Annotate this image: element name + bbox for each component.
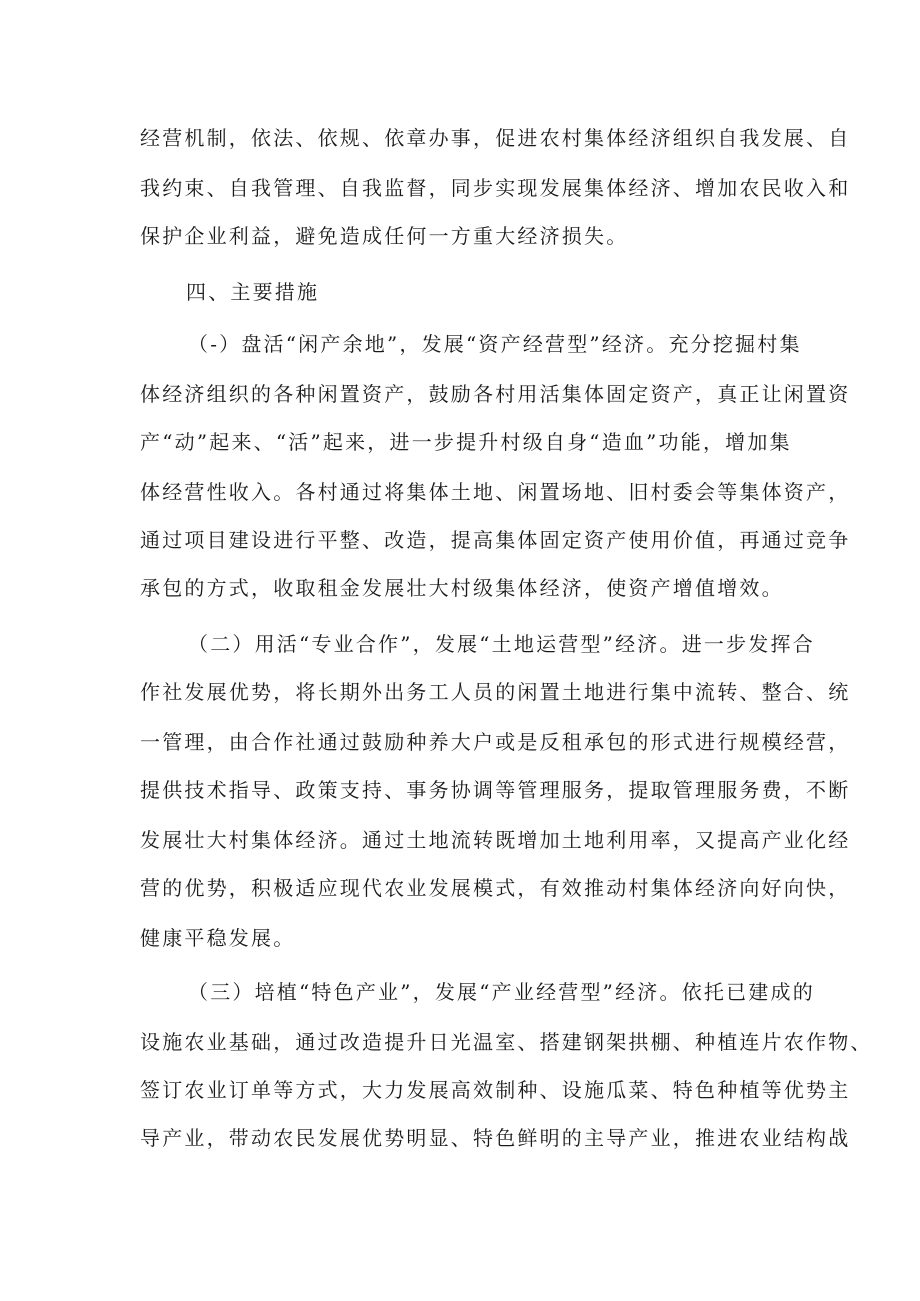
- paragraph-first-line: （-）盘活“闲产余地”，发展“资产经营型”经济。充分挖掘村集: [188, 332, 802, 356]
- text-line: 体经营性收入。各村通过将集体土地、闲置场地、旧村委会等集体资产，: [140, 480, 851, 504]
- text-line: 一管理，由合作社通过鼓励种养大户或是反租承包的形式进行规模经营，: [140, 730, 851, 754]
- text-line: 健康平稳发展。: [140, 926, 296, 950]
- text-line: 导产业，带动农民发展优势明显、特色鲜明的主导产业，推进农业结构战: [140, 1126, 851, 1150]
- section-heading: 四、主要措施: [186, 280, 320, 304]
- text-line: 设施农业基础，通过改造提升日光温室、搭建钢架拱棚、种植连片农作物、: [140, 1030, 873, 1054]
- text-line: 提供技术指导、政策支持、事务协调等管理服务，提取管理服务费，不断: [140, 778, 851, 802]
- text-line: 通过项目建设进行平整、改造，提高集体固定资产使用价值，再通过竞争: [140, 528, 851, 552]
- text-line: 保护企业利益，避免造成任何一方重大经济损失。: [140, 224, 629, 248]
- paragraph-first-line: （三）培植“特色产业”，发展“产业经营型”经济。依托已建成的: [188, 980, 815, 1004]
- text-line: 营的优势，积极适应现代农业发展模式，有效推动村集体经济向好向快，: [140, 876, 851, 900]
- text-line: 承包的方式，收取租金发展壮大村级集体经济，使资产增值增效。: [140, 576, 784, 600]
- paragraph-first-line: （二）用活“专业合作”，发展“土地运营型”经济。进一步发挥合: [188, 632, 815, 656]
- text-line: 产“动”起来、“活”起来，进一步提升村级自身“造血”功能，增加集: [140, 430, 792, 454]
- text-line: 作社发展优势，将长期外出务工人员的闲置土地进行集中流转、整合、统: [140, 680, 851, 704]
- text-line: 经营机制，依法、依规、依章办事，促进农村集体经济组织自我发展、自: [140, 126, 851, 150]
- text-line: 体经济组织的各种闲置资产，鼓励各村用活集体固定资产，真正让闲置资: [140, 382, 851, 406]
- text-line: 我约束、自我管理、自我监督，同步实现发展集体经济、增加农民收入和: [140, 176, 851, 200]
- text-line: 发展壮大村集体经济。通过土地流转既增加土地利用率，又提高产业化经: [140, 828, 851, 852]
- text-line: 签订农业订单等方式，大力发展高效制种、设施瓜菜、特色种植等优势主: [140, 1078, 851, 1102]
